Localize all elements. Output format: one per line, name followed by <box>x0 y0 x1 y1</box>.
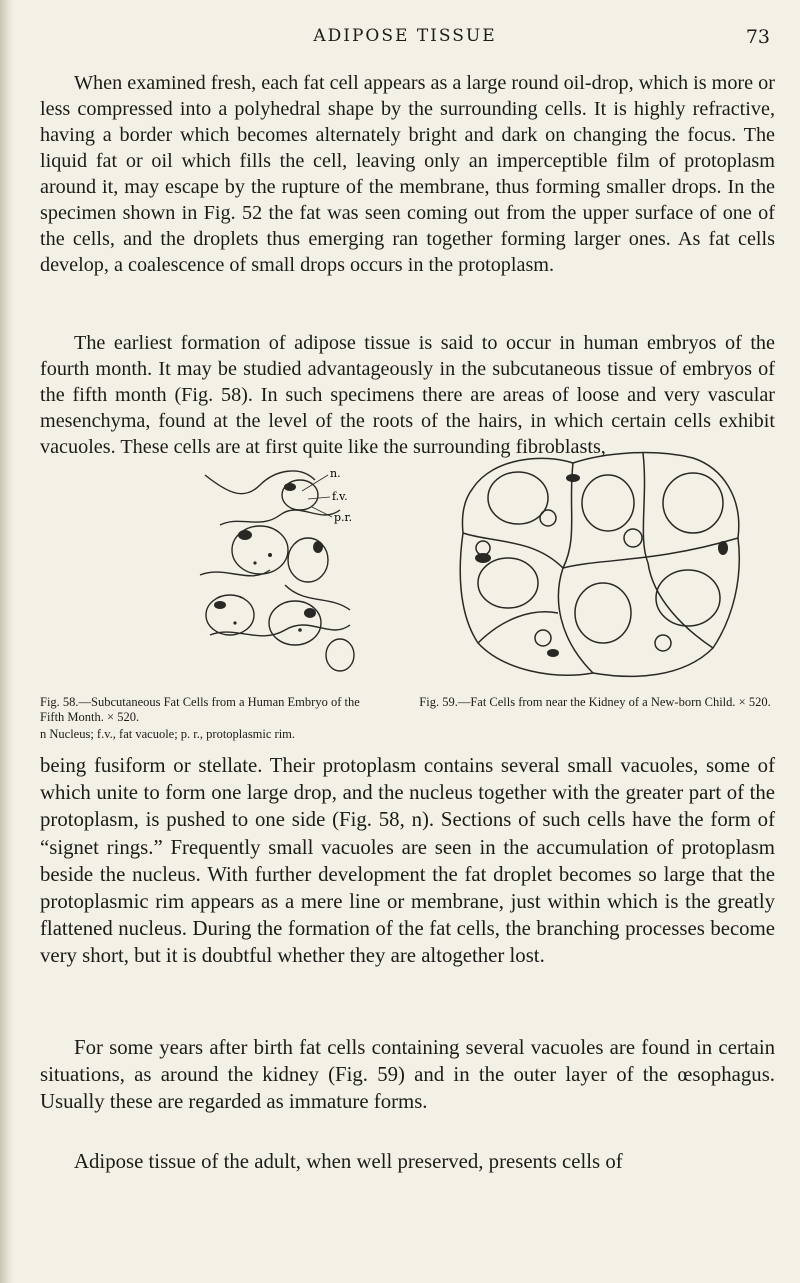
paragraph-fusiform-cells: being fusiform or stellate. Their protoplasm contains several small vacuoles, some of which unite to form one large drop, and the nucleus together with the greater part of the protoplasm, is pushed to one side (Fig. 58, n). Sections of such cells have the form of “signet rings.” Frequently small vacuoles are seen in the accumulation of protoplasm beside the nucleus. With further development the fat droplet becomes so large that the protoplasmic rim appears as a mere line or membrane, just within which is the greatly flattened nucleus. During the formation of the fat cells, the branching processes become very short, but it is doubtful whether they are altogether lost. <box>40 754 775 968</box>
paragraph-adult-tissue: Adipose tissue of the adult, when well preserved, presents cells of <box>74 1150 623 1173</box>
nucleus <box>238 530 252 540</box>
vacuole <box>488 472 548 524</box>
nucleus <box>304 608 316 618</box>
small-vacuole-dot <box>253 561 256 564</box>
vacuole <box>478 558 538 608</box>
paragraph-fresh-fat-cell: When examined fresh, each fat cell appears as a large round oil-drop, which is more or less compressed into a polyhedral shape by the surrounding cells. It is highly refractive, having a border which becomes alternately bright and dark on changing the focus. The liquid fat or oil which fills the cell, leaving only an imperceptible film of protoplasm around it, may escape by the rupture of the membrane, thus forming smaller drops. In the specimen shown in Fig. 52 the fat was seen coming out from the upper surface of one of the cells, and the droplets thus emerging ran together forming larger ones. As fat cells develop, a coalescence of small drops occurs in the protoplasm. <box>40 72 775 276</box>
page-header <box>40 26 770 56</box>
nucleus <box>718 541 728 555</box>
nucleus <box>475 553 491 563</box>
page-number: 73 <box>745 26 770 48</box>
small-vacuole-dot <box>268 553 272 557</box>
paragraph-after-birth: For some years after birth fat cells containing several vacuoles are found in certain situations, as around the kidney (Fig. 59) and in the outer layer of the œsophagus. Usually these are regarded as immature forms. <box>40 1036 775 1114</box>
small-vacuole <box>624 529 642 547</box>
page-binding-shadow <box>0 0 14 1283</box>
running-title: ADIPOSE TISSUE <box>313 26 497 46</box>
cell-boundary <box>643 453 648 563</box>
label-leader-fv <box>308 497 330 499</box>
fat-cell <box>326 639 354 671</box>
label-n: n. <box>330 467 341 480</box>
vacuole <box>663 473 723 533</box>
label-pr: p.r. <box>334 511 353 524</box>
small-vacuole <box>535 630 551 646</box>
figure-59-caption: Fig. 59.—Fat Cells from near the Kidney of a New-born Child. × 520. <box>419 695 771 709</box>
vacuole <box>582 475 634 531</box>
fibroblast-process <box>205 471 315 494</box>
label-leader-n <box>302 475 328 491</box>
figure-58-illustration <box>190 455 360 685</box>
figure-58-caption-text: Fig. 58.—Subcutaneous Fat Cells from a Human Embryo of the Fifth Month. × 520. <box>40 695 360 724</box>
figure-58-caption <box>40 695 380 742</box>
fat-cell <box>206 595 254 635</box>
small-vacuole-dot <box>298 628 302 632</box>
vacuole <box>575 583 631 643</box>
cell-boundary <box>478 612 558 643</box>
small-vacuole-dot <box>233 621 236 624</box>
paragraph-earliest-formation: The earliest formation of adipose tissue is said to occur in human embryos of the fourth month. It may be studied advantageously in the subcutaneous tissue of embryos of the fifth month (Fig. 58). In such specimens there are areas of loose and very vascular mesenchyma, found at the level of the roots of the hairs, in which certain cells exhibit vacuoles. These cells are at first quite like the surrounding fibroblasts, <box>40 332 775 458</box>
fibroblast-process <box>285 585 350 610</box>
vacuole <box>656 570 720 626</box>
fibroblast-process <box>210 625 350 636</box>
fibroblast-process <box>200 570 270 576</box>
nucleus <box>566 474 580 482</box>
nucleus <box>214 601 226 609</box>
figure-58-legend: n Nucleus; f.v., fat vacuole; p. r., protoplasmic rim. <box>40 727 296 741</box>
label-fv: f.v. <box>332 490 348 503</box>
small-vacuole <box>476 541 490 555</box>
figure-59-illustration <box>453 448 748 683</box>
nucleus <box>284 483 296 491</box>
nucleus <box>313 541 323 553</box>
small-vacuole <box>655 635 671 651</box>
nucleus <box>547 649 559 657</box>
cell-boundary <box>563 538 738 568</box>
fat-cell <box>269 601 321 645</box>
small-vacuole <box>540 510 556 526</box>
cell-boundary <box>463 533 563 568</box>
